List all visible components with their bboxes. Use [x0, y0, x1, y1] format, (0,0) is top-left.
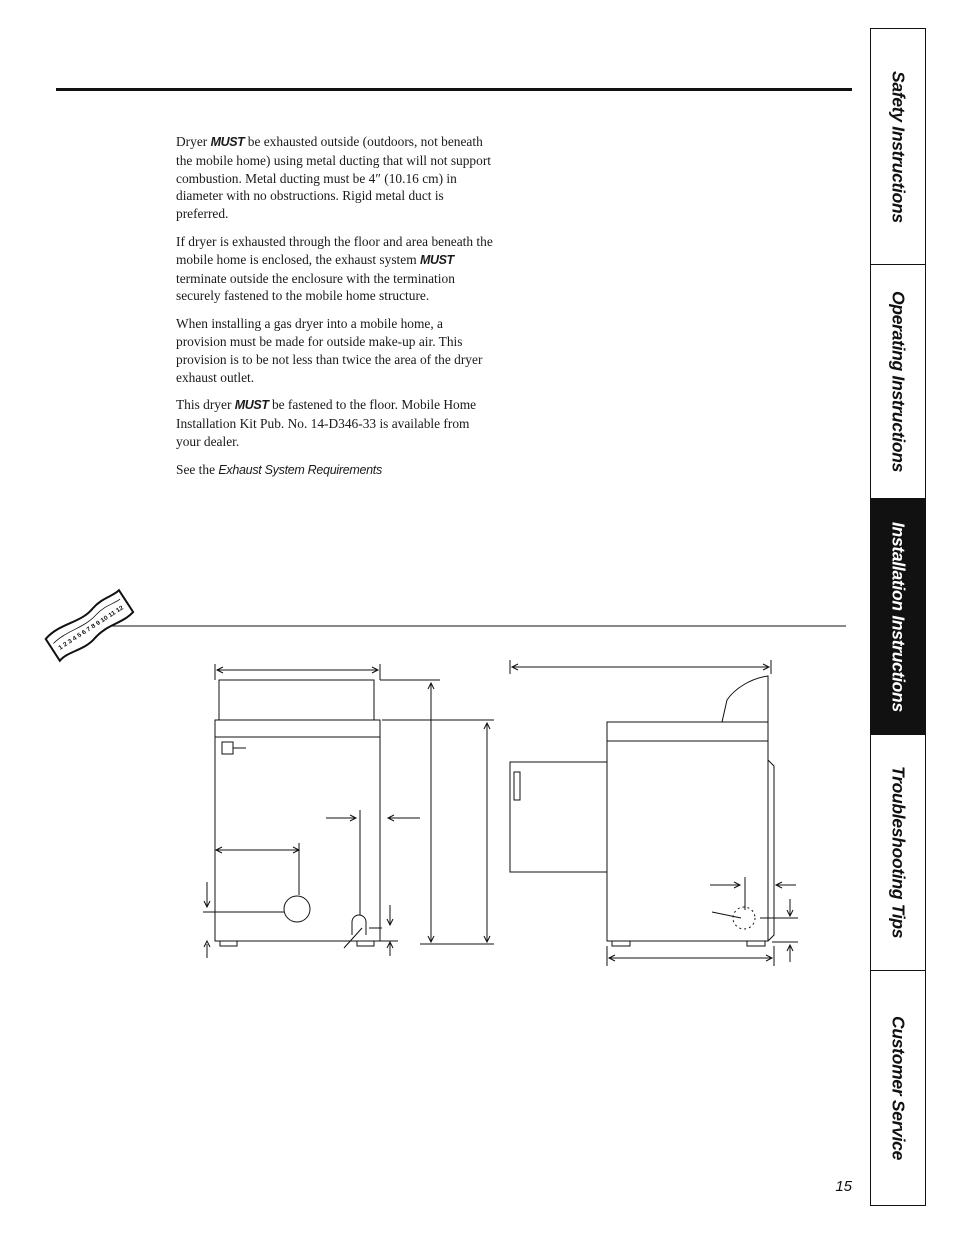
- tab-operating-instructions[interactable]: [871, 265, 925, 499]
- front-view-drawing: [203, 664, 494, 958]
- tab-customer-service[interactable]: [871, 971, 925, 1205]
- tab-troubleshooting-tips[interactable]: [871, 735, 925, 971]
- ruler-numbers: 1 2 3 4 5 6 7 8 9 10 11 12: [57, 609, 119, 652]
- must-emphasis: MUST: [234, 398, 269, 413]
- tab-label: Customer Service: [888, 1015, 909, 1161]
- paragraph-exhaust-outside: Dryer MUST be exhausted outside (outdoors, not beneath the mobile home) using metal ducting that will not support combustion. Metal ducting must be 4″ (10.16 cm) in diameter with no obstructions. Rigid metal duct is preferred.: [176, 134, 492, 222]
- tab-label: Troubleshooting Tips: [888, 766, 909, 939]
- must-emphasis: MUST: [419, 252, 454, 267]
- tab-safety-instructions[interactable]: [871, 29, 925, 265]
- tab-label: Operating Instructions: [888, 290, 909, 473]
- side-view-drawing: [510, 660, 798, 966]
- page-number: 15: [835, 1178, 852, 1195]
- paragraph-fasten-floor: This dryer MUST be fastened to the floor. Mobile Home Installation Kit Pub. No. 14-D346-33 is available from your dealer.: [176, 397, 477, 449]
- exhaust-requirements-reference[interactable]: Exhaust System Requirements: [218, 462, 382, 477]
- paragraph-see-reference: See the Exhaust System Requirements: [176, 461, 382, 477]
- tab-label: Safety Instructions: [888, 70, 909, 223]
- tab-installation-instructions[interactable]: [871, 499, 925, 735]
- must-emphasis: MUST: [210, 135, 245, 149]
- paragraph-floor-exhaust: If dryer is exhausted through the floor and area beneath the mobile home is enclosed, the exhaust system MUST terminate outside the enclosure with the termination securely fastened to the mobile home structure.: [176, 233, 493, 304]
- tab-label: Installation Instructions: [888, 521, 909, 712]
- paragraph-make-up-air: When installing a gas dryer into a mobile home, a provision must be made for outside make-up air. This provision is to be not less than twice the area of the dryer exhaust outlet.: [176, 316, 483, 385]
- section-sidebar: [870, 28, 926, 1206]
